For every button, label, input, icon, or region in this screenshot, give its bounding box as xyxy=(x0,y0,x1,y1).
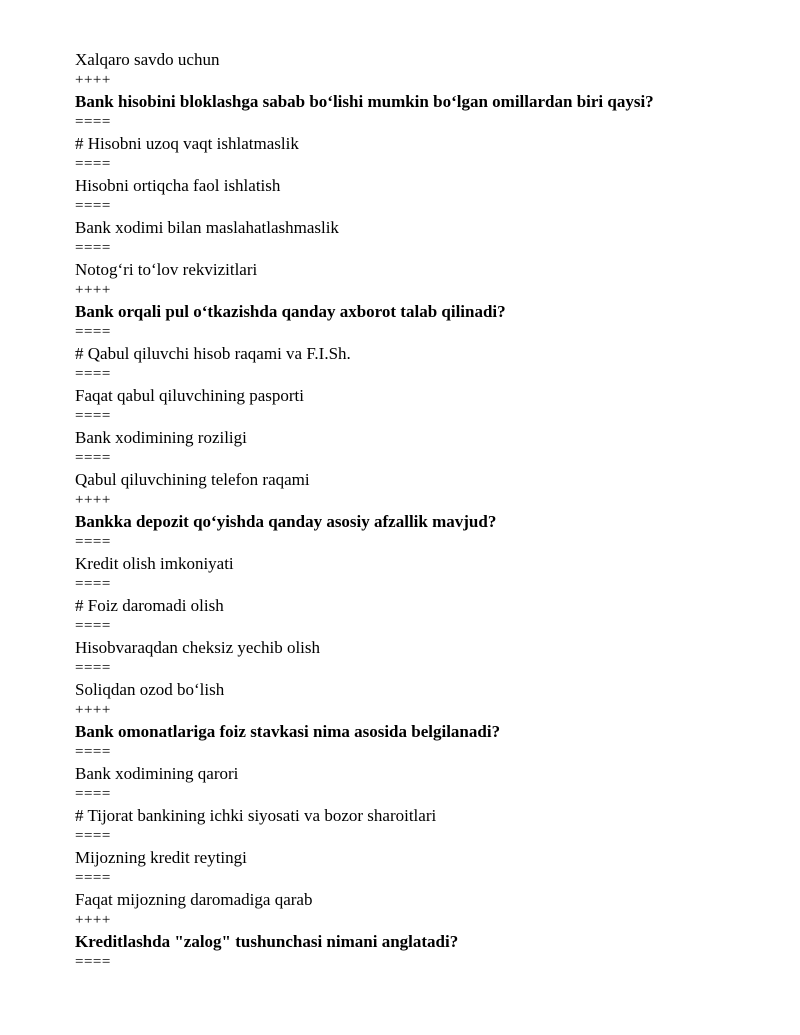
question-text: Bankka depozit qo‘yishda qanday asosiy afzallik mavjud? xyxy=(75,512,497,531)
option-separator: ==== xyxy=(75,408,111,424)
answer-option: Faqat qabul qiluvchining pasporti xyxy=(75,386,304,405)
option-separator: ==== xyxy=(75,660,111,676)
answer-option: Mijozning kredit reytingi xyxy=(75,848,247,867)
question-separator: ++++ xyxy=(75,912,111,928)
answer-option: Bank xodimi bilan maslahatlashmaslik xyxy=(75,218,339,237)
correct-answer-option: # Foiz daromadi olish xyxy=(75,596,224,615)
answer-option: Qabul qiluvchining telefon raqami xyxy=(75,470,310,489)
document-page xyxy=(75,47,775,971)
question-text: Bank orqali pul o‘tkazishda qanday axborot talab qilinadi? xyxy=(75,302,506,321)
answer-option: Notog‘ri to‘lov rekvizitlari xyxy=(75,260,258,279)
option-separator: ==== xyxy=(75,366,111,382)
correct-answer-option: # Hisobni uzoq vaqt ishlatmaslik xyxy=(75,134,299,153)
option-separator: ==== xyxy=(75,954,111,970)
option-separator: ==== xyxy=(75,450,111,466)
answer-option: Faqat mijozning daromadiga qarab xyxy=(75,890,313,909)
answer-option: Bank xodimining qarori xyxy=(75,764,239,783)
correct-answer-option: # Tijorat bankining ichki siyosati va bozor sharoitlari xyxy=(75,806,437,825)
option-separator: ==== xyxy=(75,576,111,592)
answer-option: Bank xodimining roziligi xyxy=(75,428,247,447)
question-separator: ++++ xyxy=(75,72,111,88)
answer-option: Kredit olish imkoniyati xyxy=(75,554,234,573)
option-separator: ==== xyxy=(75,198,111,214)
question-text: Bank hisobini bloklashga sabab bo‘lishi mumkin bo‘lgan omillardan biri qaysi? xyxy=(75,92,654,111)
option-separator: ==== xyxy=(75,786,111,802)
question-text: Kreditlashda "zalog" tushunchasi nimani anglatadi? xyxy=(75,932,459,951)
question-separator: ++++ xyxy=(75,492,111,508)
question-text: Bank omonatlariga foiz stavkasi nima asosida belgilanadi? xyxy=(75,722,501,741)
question-separator: ++++ xyxy=(75,282,111,298)
option-separator: ==== xyxy=(75,744,111,760)
option-separator: ==== xyxy=(75,870,111,886)
question-separator: ++++ xyxy=(75,702,111,718)
correct-answer-option: # Qabul qiluvchi hisob raqami va F.I.Sh. xyxy=(75,344,351,363)
option-separator: ==== xyxy=(75,828,111,844)
option-separator: ==== xyxy=(75,618,111,634)
answer-option: Soliqdan ozod bo‘lish xyxy=(75,680,225,699)
answer-option: Xalqaro savdo uchun xyxy=(75,50,220,69)
answer-option: Hisobni ortiqcha faol ishlatish xyxy=(75,176,281,195)
option-separator: ==== xyxy=(75,114,111,130)
option-separator: ==== xyxy=(75,534,111,550)
option-separator: ==== xyxy=(75,156,111,172)
answer-option: Hisobvaraqdan cheksiz yechib olish xyxy=(75,638,321,657)
option-separator: ==== xyxy=(75,240,111,256)
option-separator: ==== xyxy=(75,324,111,340)
